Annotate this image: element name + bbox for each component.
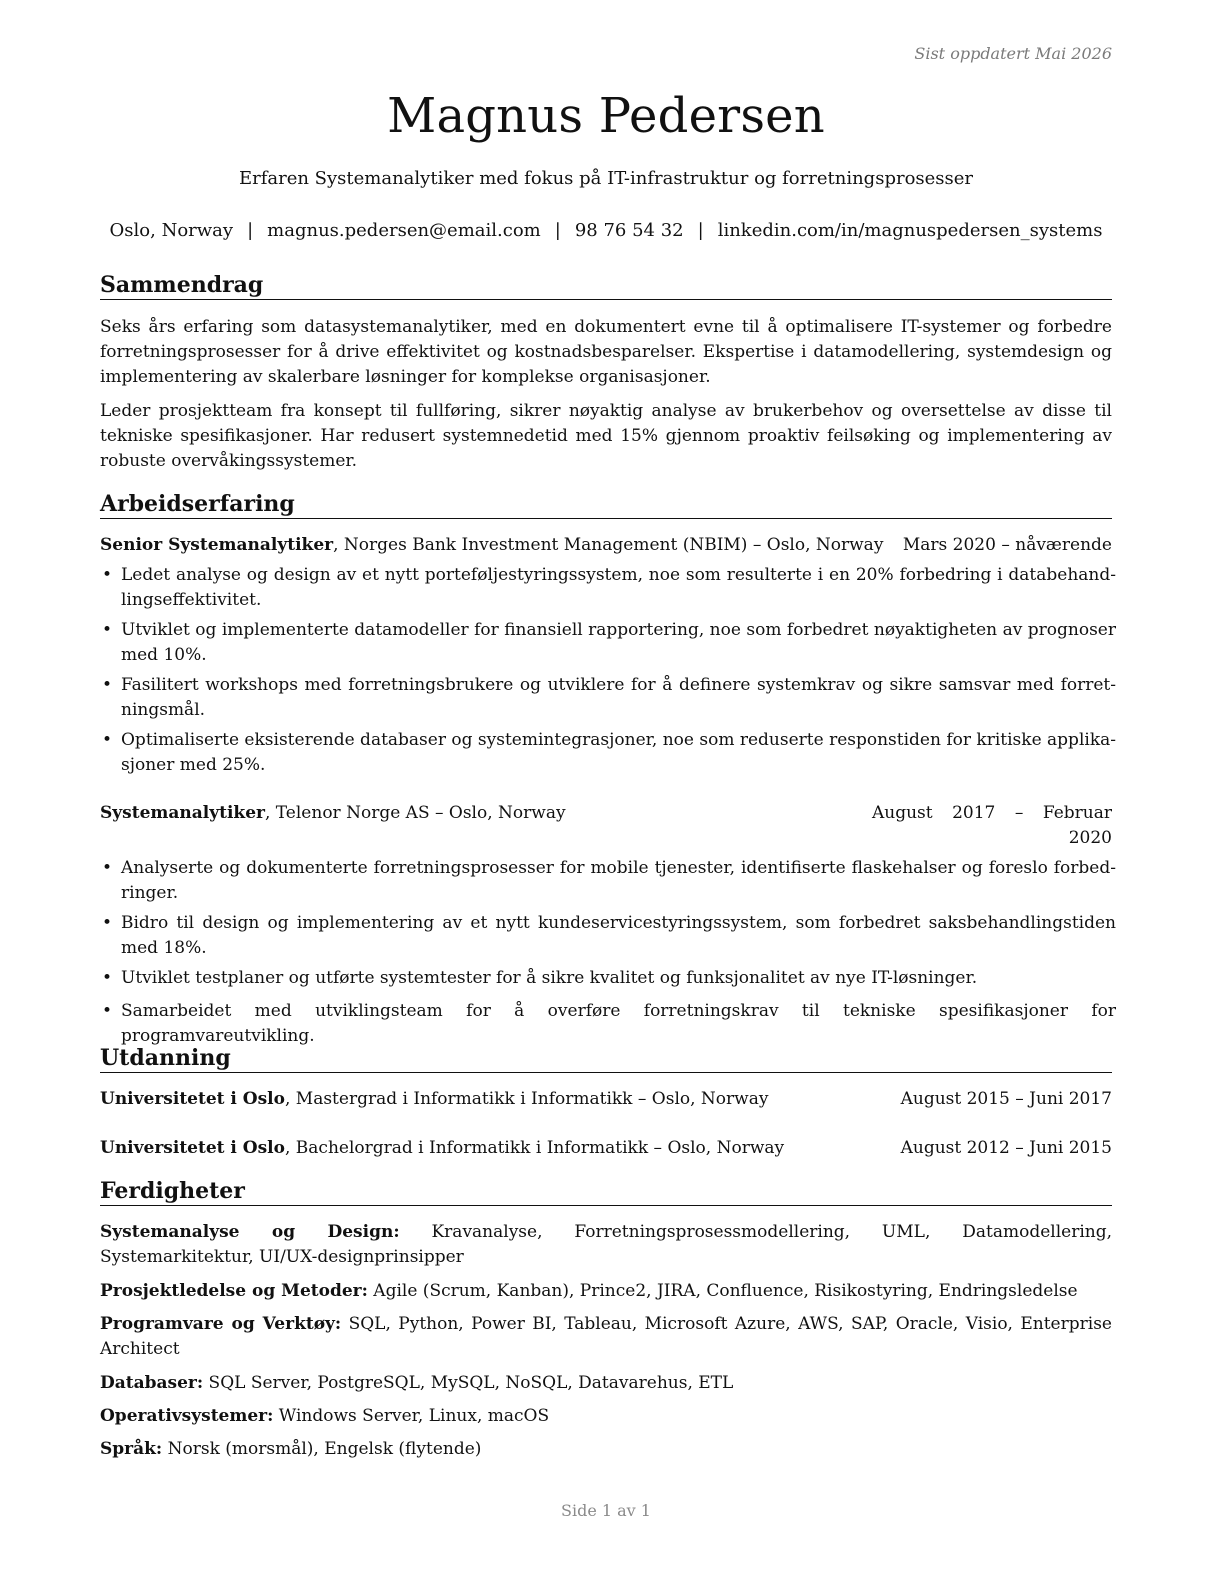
list-item: • Samarbeidet med utviklingsteam for å overføre forretningskrav til tekniske spesifikasjoner for programvareutvikling. — [100, 999, 1116, 1049]
skill-label: Operativsystemer: — [100, 1406, 274, 1426]
job-employer: , Telenor Norge AS – Oslo, Norway — [264, 803, 566, 823]
skill-label: Programvare og Verktøy: — [100, 1314, 342, 1334]
education-title-line — [100, 1087, 768, 1112]
list-item: • Ledet analyse og design av et nytt porteføljestyringssystem, noe som resulterte i en 20% forbedring i databehandlingseffektivitet. — [100, 563, 1116, 613]
list-item: • Analyserte og dokumenterte forretningsprosesser for mobile tjenester, identifiserte flaskehalser og foreslo forbedringer. — [100, 856, 1116, 906]
job-dates: Mars 2020 – nåværende — [902, 535, 1112, 555]
education-dates: August 2012 – Juni 2015 — [900, 1138, 1112, 1158]
job-bullets — [100, 856, 1116, 1054]
list-item: • Utviklet og implementerte datamodeller for finansiell rapportering, noe som forbedret nøyaktigheten av prognoser med 10%. — [100, 618, 1116, 668]
job-title: Systemanalytiker — [100, 803, 265, 823]
skill-label: Databaser: — [100, 1373, 204, 1393]
summary-paragraph-1: Seks års erfaring som datasystemanalytiker, med en dokumentert evne til å optimalisere IT-systemer og forbedre forretningsprosesser for å drive effektivitet og kostnadsbesparelser. Ekspertise i datamodellering, systemdesign og implementering av skalerbare løsninger for komplekse organisasjoner. — [100, 317, 1112, 387]
tagline: Erfaren Systemanalytiker med fokus på IT-infrastruktur og forretningsprosesser — [238, 168, 974, 189]
contact-email[interactable]: magnus.pedersen@email.com — [267, 220, 541, 241]
education-title-line — [100, 1136, 784, 1161]
skill-label: Prosjektledelse og Metoder: — [100, 1281, 368, 1301]
contact-phone: 98 76 54 32 — [574, 220, 684, 241]
skill-value: Agile (Scrum, Kanban), Prince2, JIRA, Confluence, Risikostyring, Endringsledelse — [367, 1281, 1078, 1301]
section-title-skills: Ferdigheter — [100, 1177, 1112, 1206]
list-item: • Utviklet testplaner og utførte systemtester for å sikre kvalitet og funksjonalitet av nye IT-løsninger. — [100, 966, 1116, 991]
list-item: • Fasilitert workshops med forretningsbrukere og utviklere for å definere systemkrav og sikre samsvar med forretningsmål. — [100, 673, 1116, 723]
page-number: Side 1 av 1 — [561, 1501, 651, 1520]
education-degree: , Mastergrad i Informatikk i Informatikk – Oslo, Norway — [284, 1089, 769, 1109]
skill-value: Windows Server, Linux, macOS — [273, 1406, 550, 1426]
last-updated: Sist oppdatert Mai 2026 — [914, 44, 1112, 63]
contact-separator: | — [697, 220, 704, 241]
education-school: Universitetet i Oslo — [100, 1089, 285, 1109]
summary-paragraph-2: Leder prosjektteam fra konsept til fullføring, sikrer nøyaktig analyse av brukerbehov og oversettelse av disse til tekniske spesifikasjoner. Har redusert systemnedetid med 15% gjennom proaktiv feilsøking og implementering av robuste overvåkingssystemer. — [100, 401, 1112, 471]
contact-linkedin[interactable]: linkedin.com/in/magnuspedersen_systems — [717, 220, 1103, 241]
job-employer: , Norges Bank Investment Management (NBIM) – Oslo, Norway — [333, 535, 884, 555]
skill-row — [100, 1437, 1112, 1462]
skill-label: Språk: — [100, 1439, 163, 1459]
job-title-line — [100, 533, 883, 558]
candidate-name: Magnus Pedersen — [387, 88, 825, 144]
contact-separator: | — [247, 220, 254, 241]
section-title-experience: Arbeidserfaring — [100, 490, 1112, 519]
skill-value: Kravanalyse, Forretningsprosessmodellering, UML, Datamodellering, Systemarkitektur, UI/UX-designprinsipper — [100, 1222, 1112, 1267]
skill-value: SQL Server, PostgreSQL, MySQL, NoSQL, Datavarehus, ETL — [203, 1373, 734, 1393]
skill-value: Norsk (morsmål), Engelsk (flytende) — [162, 1439, 482, 1459]
job-dates: August 2017 – Februar 2020 — [872, 803, 1112, 848]
education-school: Universitetet i Oslo — [100, 1138, 285, 1158]
contact-line — [100, 220, 1112, 241]
skill-row — [100, 1371, 1112, 1396]
job-bullets — [100, 563, 1116, 783]
section-title-summary: Sammendrag — [100, 271, 1112, 300]
section-title-education: Utdanning — [100, 1044, 1112, 1073]
skill-value: SQL, Python, Power BI, Tableau, Microsoft Azure, AWS, SAP, Oracle, Visio, Enterprise Architect — [100, 1314, 1112, 1359]
resume-page — [100, 0, 1116, 1584]
education-degree: , Bachelorgrad i Informatikk i Informatikk – Oslo, Norway — [284, 1138, 785, 1158]
skill-label: Systemanalyse og Design: — [100, 1222, 400, 1242]
skill-row — [100, 1312, 1112, 1362]
contact-location: Oslo, Norway — [109, 220, 234, 241]
job-title-line — [100, 801, 566, 826]
education-dates: August 2015 – Juni 2017 — [900, 1089, 1112, 1109]
skill-row — [100, 1279, 1112, 1304]
contact-separator: | — [554, 220, 561, 241]
list-item: • Optimaliserte eksisterende databaser og systemintegrasjoner, noe som reduserte responstiden for kritiske applikasjoner med 25%. — [100, 728, 1116, 778]
skill-row — [100, 1404, 1112, 1429]
skill-row — [100, 1220, 1112, 1270]
job-title: Senior Systemanalytiker — [100, 535, 334, 555]
list-item: • Bidro til design og implementering av et nytt kundeservicestyringssystem, som forbedret saksbehandlingstiden med 18%. — [100, 911, 1116, 961]
